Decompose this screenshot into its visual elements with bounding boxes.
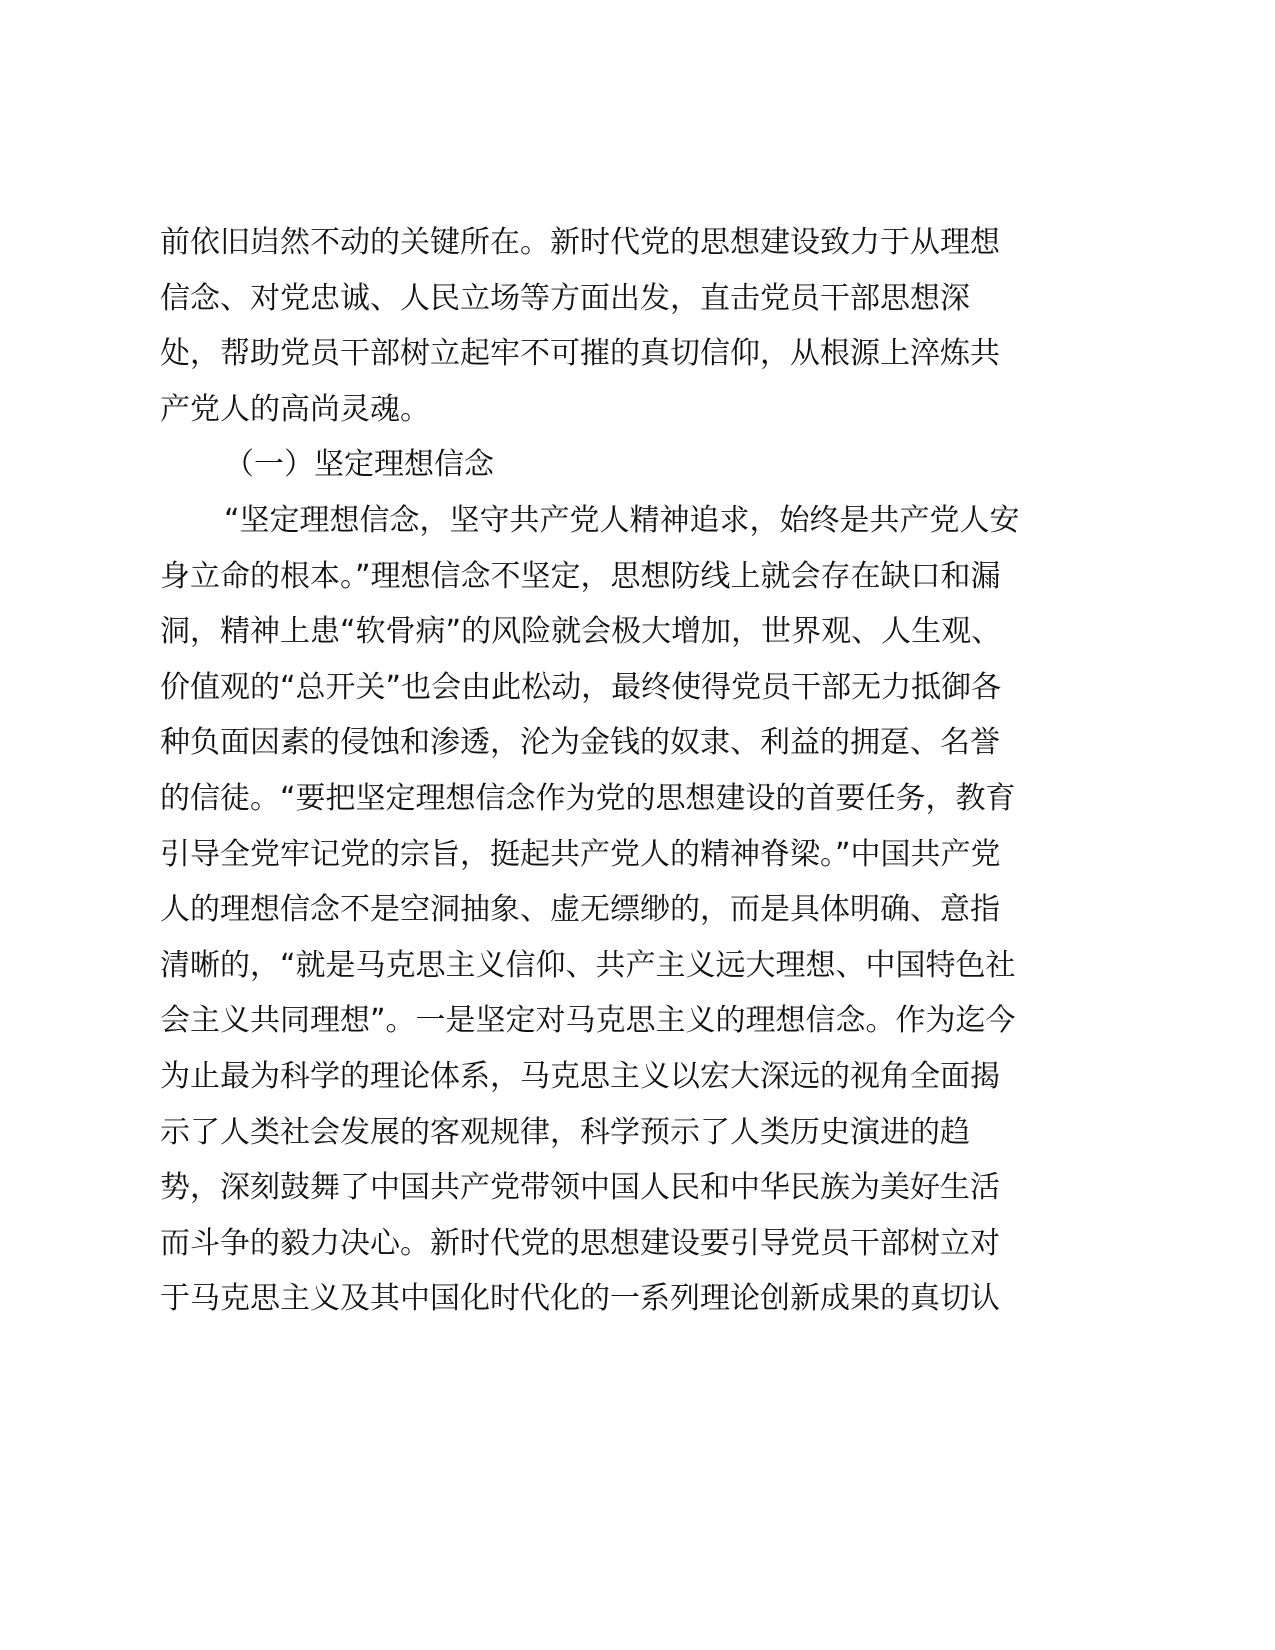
paragraph-main (160, 493, 1120, 1327)
paragraph-continued (160, 215, 1120, 437)
text-line: 前依旧岿然不动的关键所在。新时代党的思想建设致力于从理想 (160, 225, 1000, 260)
text-line: 势，深刻鼓舞了中国共产党带领中国人民和中华民族为美好生活 (160, 1170, 1000, 1206)
text-line: 示了人类社会发展的客观规律，科学预示了人类历史演进的趋 (160, 1114, 970, 1150)
section-heading (160, 437, 1120, 493)
text-line: 信念、对党忠诚、人民立场等方面出发，直击党员干部思想深 (160, 280, 970, 316)
text-line: “坚定理想信念，坚守共产党人精神追求，始终是共产党人安 (224, 502, 1020, 538)
text-line: 会主义共同理想”。一是坚定对马克思主义的理想信念。作为迄今 (160, 1003, 1016, 1039)
document-body (160, 215, 1120, 1327)
text-line: 为止最为科学的理论体系，马克思主义以宏大深远的视角全面揭 (160, 1058, 1000, 1094)
text-line: 种负面因素的侵蚀和渗透，沦为金钱的奴隶、利益的拥趸、名誉 (160, 725, 1000, 761)
text-line: 洞，精神上患“软骨病”的风险就会极大增加，世界观、人生观、 (160, 614, 1002, 650)
text-line: 于马克思主义及其中国化时代化的一系列理论创新成果的真切认 (160, 1281, 1000, 1317)
text-line: 处，帮助党员干部树立起牢不可摧的真切信仰，从根源上淬炼共 (160, 336, 1000, 372)
text-line: 引导全党牢记党的宗旨，挺起共产党人的精神脊梁。”中国共产党 (160, 836, 1001, 872)
text-line: 价值观的“总开关”也会由此松动，最终使得党员干部无力抵御各 (160, 669, 1002, 705)
text-line: 身立命的根本。”理想信念不坚定，思想防线上就会存在缺口和漏 (160, 558, 1001, 594)
text-line: 的信徒。“要把坚定理想信念作为党的思想建设的首要任务，教育 (160, 780, 1016, 816)
section-heading-text: （一）坚定理想信念 (224, 447, 494, 483)
text-line: 而斗争的毅力决心。新时代党的思想建设要引导党员干部树立对 (160, 1225, 1000, 1261)
text-line: 人的理想信念不是空洞抽象、虚无缥缈的，而是具体明确、意指 (160, 892, 1000, 928)
text-line: 清晰的，“就是马克思主义信仰、共产主义远大理想、中国特色社 (160, 947, 1016, 983)
text-line: 产党人的高尚灵魂。 (160, 391, 430, 427)
